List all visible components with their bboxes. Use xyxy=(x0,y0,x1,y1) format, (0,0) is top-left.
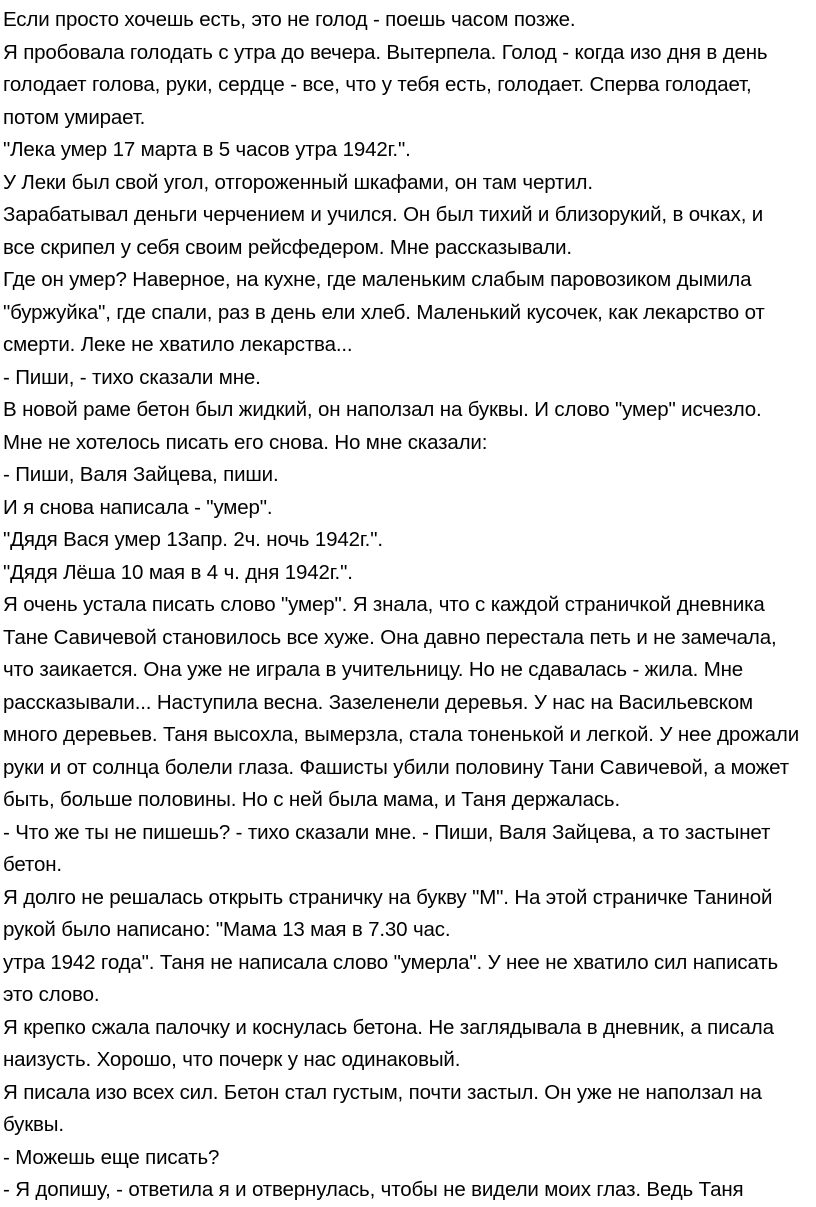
text-line: наизусть. Хорошо, что почерк у нас одинаковый. xyxy=(3,1048,461,1071)
text-line: руки и от солнца болели глаза. Фашисты убили половину Тани Савичевой, а может xyxy=(3,755,789,779)
text-line: Тане Савичевой становилось все хуже. Она давно перестала петь и не замечала, xyxy=(3,625,777,649)
text-line: "Лека умер 17 марта в 5 часов утра 1942г.". xyxy=(3,138,411,161)
text-line: Где он умер? Наверное, на кухне, где маленьким слабым паровозиком дымила xyxy=(3,268,752,291)
text-line: много деревьев. Таня высохла, вымерзла, стала тоненькой и легкой. У нее дрожали xyxy=(3,723,800,746)
text-line: это слово. xyxy=(3,983,100,1006)
text-line: - Пиши, Валя Зайцева, пиши. xyxy=(3,463,279,486)
text-line: И я снова написала - "умер". xyxy=(3,495,273,519)
text-line: У Леки был свой угол, отгороженный шкафами, он там чертил. xyxy=(3,170,593,194)
text-line: Я писала изо всех сил. Бетон стал густым, почти застыл. Он уже не наползал на xyxy=(3,1080,762,1104)
text-line: утра 1942 года". Таня не написала слово "умерла". У нее не хватило сил написать xyxy=(3,950,779,974)
text-line: бетон. xyxy=(3,853,62,876)
text-line: Мне не хотелось писать его снова. Но мне сказали: xyxy=(3,430,488,454)
text-line: Я пробовала голодать с утра до вечера. Вытерпела. Голод - когда изо дня в день xyxy=(3,40,768,64)
text-line: Я долго не решалась открыть страничку на букву "М". На этой страничке Таниной xyxy=(3,885,773,909)
text-line: что заикается. Она уже не играла в учительницу. Но не сдавалась - жила. Мне xyxy=(3,658,744,681)
text-line: смерти. Леке не хватило лекарства... xyxy=(3,333,353,356)
text-line: рассказывали... Наступила весна. Зазеленели деревья. У нас на Васильевском xyxy=(3,690,753,714)
text-line: Зарабатывал деньги черчением и учился. Он был тихий и близорукий, в очках, и xyxy=(3,203,764,226)
text-line: - Что же ты не пишешь? - тихо сказали мне. - Пиши, Валя Зайцева, а то застынет xyxy=(3,820,771,844)
text-line: - Я допишу, - ответила я и отвернулась, чтобы не видели моих глаз. Ведь Таня xyxy=(3,1178,744,1201)
text-line: "буржуйка", где спали, раз в день ели хлеб. Маленький кусочек, как лекарство от xyxy=(3,300,765,324)
text-line: - Можешь еще писать? xyxy=(3,1145,220,1169)
text-line: рукой было написано: "Мама 13 мая в 7.30 час. xyxy=(3,918,451,941)
document-body xyxy=(3,4,815,1207)
text-line: - Пиши, - тихо сказали мне. xyxy=(3,365,261,389)
text-line: "Дядя Лёша 10 мая в 4 ч. дня 1942г.". xyxy=(3,560,353,584)
text-line: голодает голова, руки, сердце - все, что у тебя есть, голодает. Сперва голодает, xyxy=(3,73,752,96)
text-line: буквы. xyxy=(3,1113,64,1136)
text-line: потом умирает. xyxy=(3,105,146,129)
text-line: "Дядя Вася умер 13апр. 2ч. ночь 1942г.". xyxy=(3,528,383,551)
text-line: Если просто хочешь есть, это не голод - поешь часом позже. xyxy=(3,8,576,31)
text-line: Я очень устала писать слово "умер". Я знала, что с каждой страничкой дневника xyxy=(3,593,765,616)
text-line: В новой раме бетон был жидкий, он наползал на буквы. И слово "умер" исчезло. xyxy=(3,398,762,421)
text-line: Я крепко сжала палочку и коснулась бетона. Не заглядывала в дневник, а писала xyxy=(3,1015,774,1039)
text-line: все скрипел у себя своим рейсфедером. Мне рассказывали. xyxy=(3,235,572,259)
text-line: быть, больше половины. Но с ней была мама, и Таня держалась. xyxy=(3,788,621,811)
